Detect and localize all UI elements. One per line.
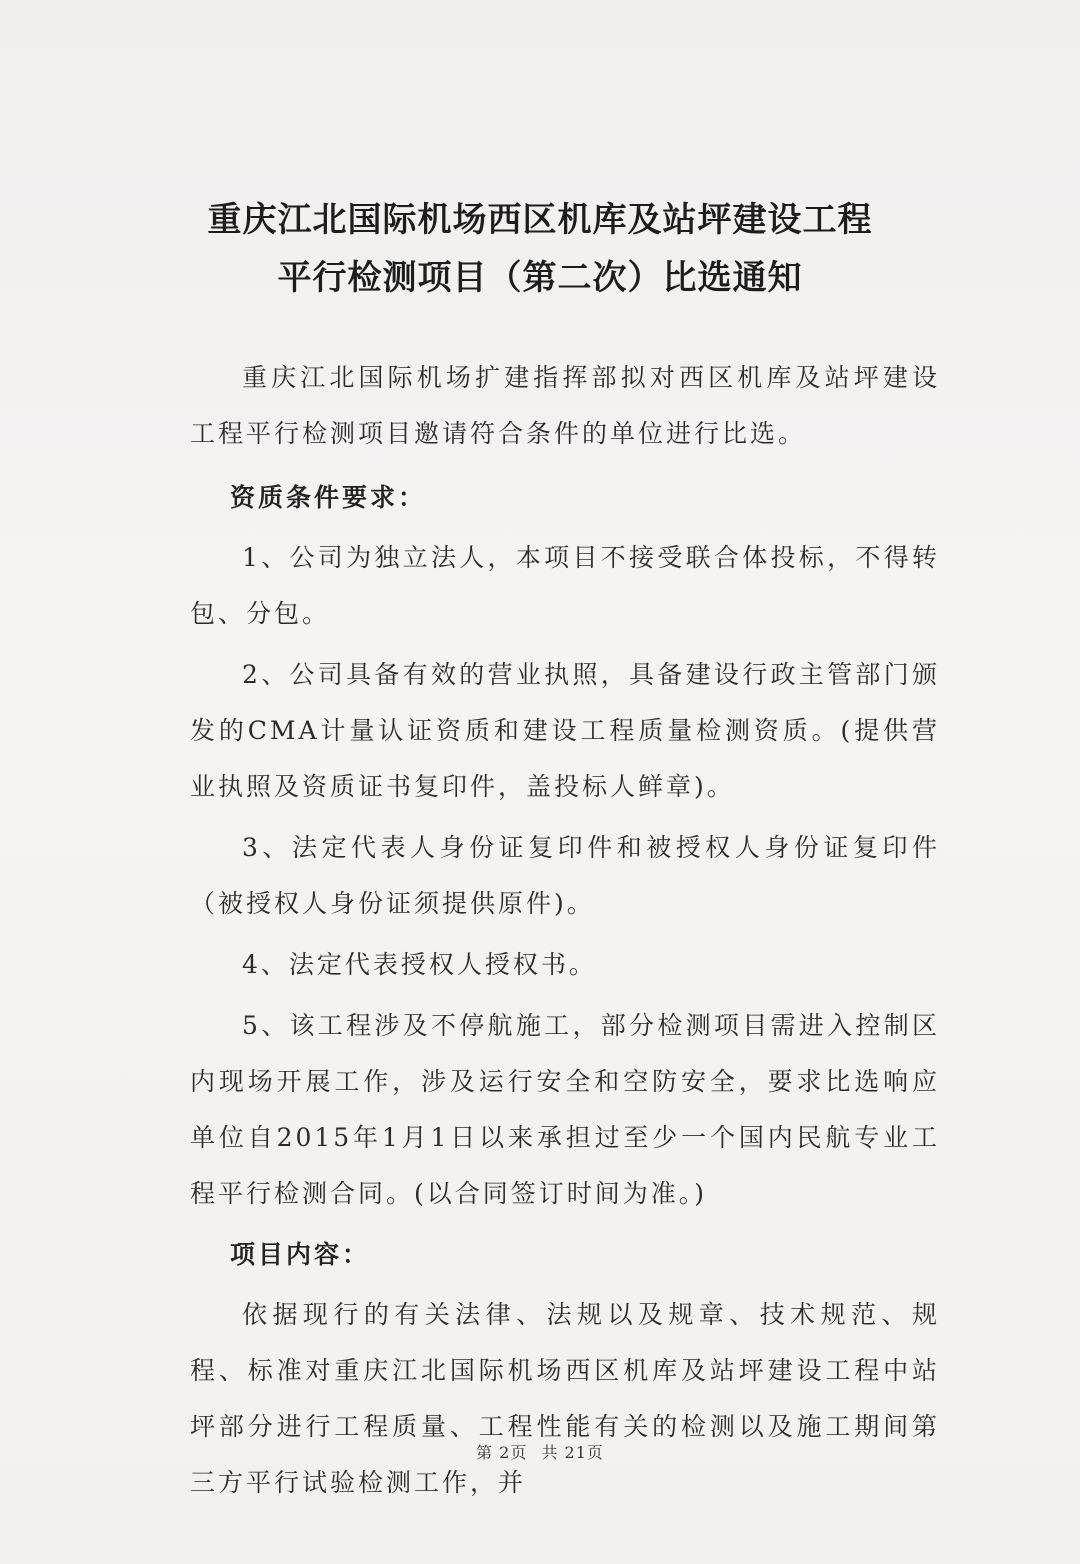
page-number: 第 2页 bbox=[476, 1443, 528, 1462]
intro-paragraph: 重庆江北国际机场扩建指挥部拟对西区机库及站坪建设工程平行检测项目邀请符合条件的单位进行比选。 bbox=[190, 363, 940, 448]
content-paragraph: 依据现行的有关法律、法规以及规章、技术规范、规程、标准对重庆江北国际机场西区机库及站坪建设工程中站坪部分进行工程质量、工程性能有关的检测以及施工期间第三方平行试验检测工作，并 bbox=[190, 1300, 940, 1497]
document-title-line2: 平行检测项目（第二次）比选通知 bbox=[277, 258, 803, 298]
qualification-heading: 资质条件要求： bbox=[230, 483, 427, 512]
qualification-item-2: 2、公司具备有效的营业执照，具备建设行政主管部门颁发的CMA计量认证资质和建设工程质量检测资质。(提供营业执照及资质证书复印件，盖投标人鲜章)。 bbox=[190, 660, 940, 801]
page-footer bbox=[0, 1440, 1080, 1463]
qualification-item-1: 1、公司为独立法人，本项目不接受联合体投标，不得转包、分包。 bbox=[190, 543, 940, 628]
qualification-item-3: 3、法定代表人身份证复印件和被授权人身份证复印件（被授权人身份证须提供原件)。 bbox=[190, 833, 940, 918]
document-body bbox=[190, 350, 940, 1511]
document-title-line1: 重庆江北国际机场西区机库及站坪建设工程 bbox=[207, 200, 873, 240]
qualification-item-4: 4、法定代表授权人授权书。 bbox=[242, 950, 597, 979]
qualification-item-5: 5、该工程涉及不停航施工，部分检测项目需进入控制区内现场开展工作，涉及运行安全和空防安全，要求比选响应单位自2015年1月1日以来承担过至少一个国内民航专业工程平行检测合同。(以合同签订时间为准。) bbox=[190, 1011, 940, 1208]
page-total: 共 21页 bbox=[541, 1443, 604, 1462]
content-heading: 项目内容： bbox=[230, 1240, 371, 1269]
